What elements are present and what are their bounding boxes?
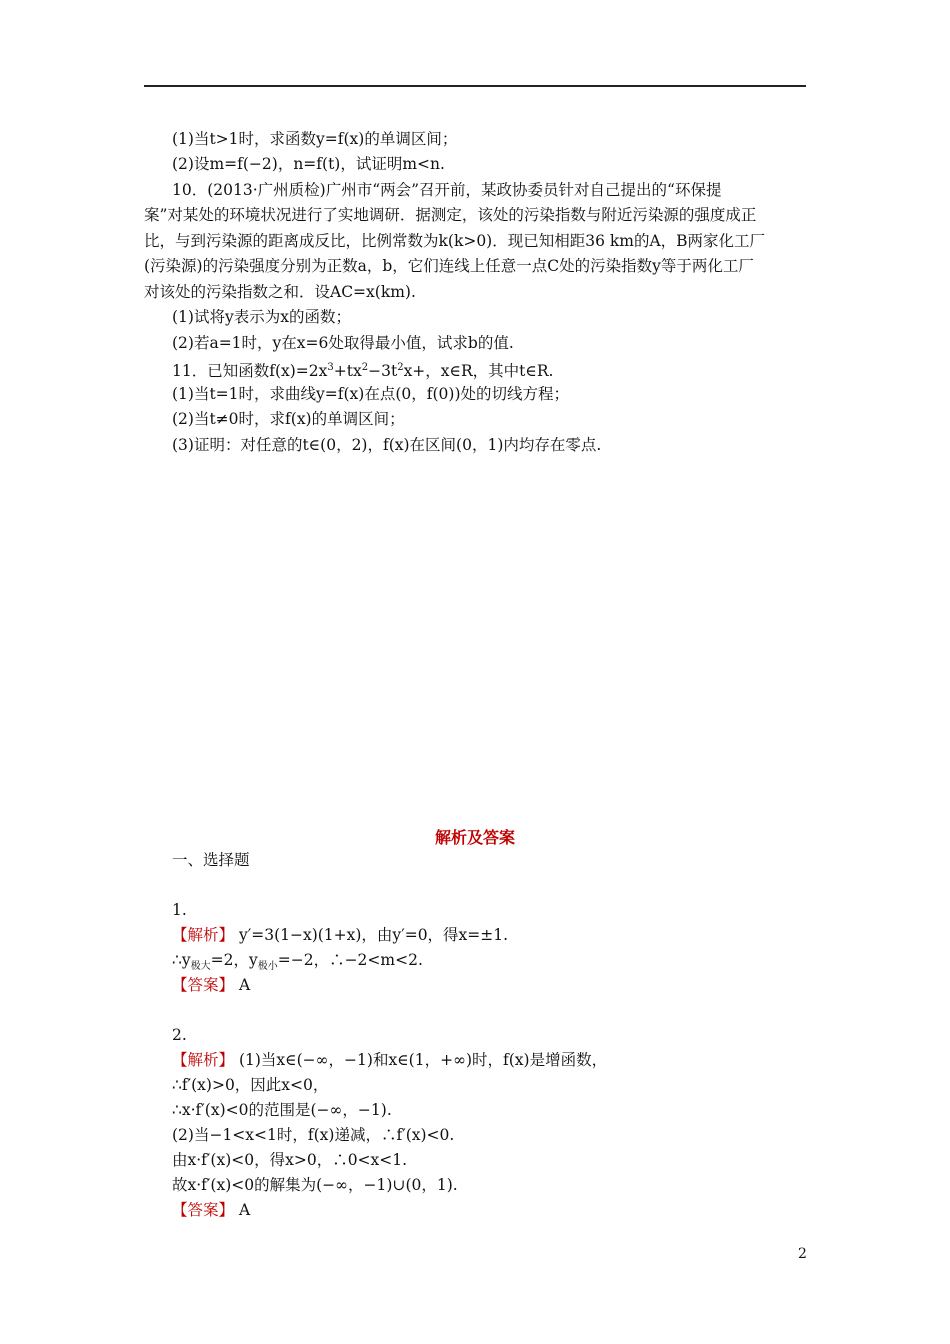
question-line: (污染源)的污染强度分别为正数a，b，它们连线上任意一点C处的污染指数y等于两化工厂 <box>144 257 754 275</box>
answer-number: 2. <box>172 1026 187 1044</box>
question-line: (3)证明：对任意的t∈(0，2)，f(x)在区间(0，1)内均存在零点. <box>172 436 602 454</box>
analysis-tag: 【解析】 <box>172 926 235 944</box>
answer-line: 【答案】 A <box>172 1201 251 1219</box>
question-line: (2)当t≠0时，求f(x)的单调区间； <box>172 410 405 428</box>
question-line: 比，与到污染源的距离成反比，比例常数为k(k>0)．现已知相距36 km的A，B两家化工厂 <box>144 232 766 250</box>
question-line: (2)设m=f(−2)，n=f(t)，试证明m<n. <box>172 155 445 173</box>
analysis-line: ∴f′(x)>0，因此x<0， <box>172 1076 329 1094</box>
analysis-line: 故x·f′(x)<0的解集为(−∞，−1)∪(0，1). <box>172 1176 458 1194</box>
header-rule <box>144 85 806 87</box>
question-line: 案”对某处的环境状况进行了实地调研．据测定，该处的污染指数与附近污染源的强度成正 <box>144 206 757 224</box>
question-line: (1)当t>1时，求函数y=f(x)的单调区间； <box>172 130 458 148</box>
analysis-line: 由x·f′(x)<0，得x>0，∴0<x<1. <box>172 1151 408 1169</box>
page-number: 2 <box>798 1246 807 1262</box>
question-line: 10．(2013·广州质检)广州市“两会”召开前，某政协委员针对自己提出的“环保提 <box>172 181 722 199</box>
analysis-tag: 【解析】 <box>172 1051 235 1069</box>
answer-tag: 【答案】 <box>172 976 235 994</box>
question-line: (2)若a=1时，y在x=6处取得最小值，试求b的值. <box>172 334 514 352</box>
question-line-formula: 11．已知函数$f(x)=2x^3+tx^2-3t^2x+$，x∈R，其中t∈R. <box>172 362 554 381</box>
question-line: 对该处的污染指数之和．设AC=x(km). <box>144 283 416 301</box>
section-heading: 一、选择题 <box>172 851 250 869</box>
question-line: (1)当t=1时，求曲线y=f(x)在点(0，f(0))处的切线方程； <box>172 385 569 403</box>
answers-title: 解析及答案 <box>434 828 515 847</box>
answer-tag: 【答案】 <box>172 1201 235 1219</box>
analysis-line: (2)当−1<x<1时，f(x)递减，∴f′(x)<0. <box>172 1126 455 1144</box>
analysis-line: 【解析】 y′=3(1−x)(1+x)，由y′=0，得x=±1. <box>172 926 509 944</box>
question-line: (1)试将y表示为x的函数； <box>172 308 351 326</box>
analysis-line: $\therefore y_{极大}=2$，$y_{极小}=-2$，∴−2<m<2. <box>172 951 423 973</box>
analysis-line: 【解析】 (1)当x∈(−∞，−1)和x∈(1，+∞)时，f(x)是增函数， <box>172 1051 608 1069</box>
answer-number: 1. <box>172 901 187 919</box>
answer-line: 【答案】 A <box>172 976 251 994</box>
analysis-line: ∴x·f′(x)<0的范围是(−∞，−1). <box>172 1101 392 1119</box>
